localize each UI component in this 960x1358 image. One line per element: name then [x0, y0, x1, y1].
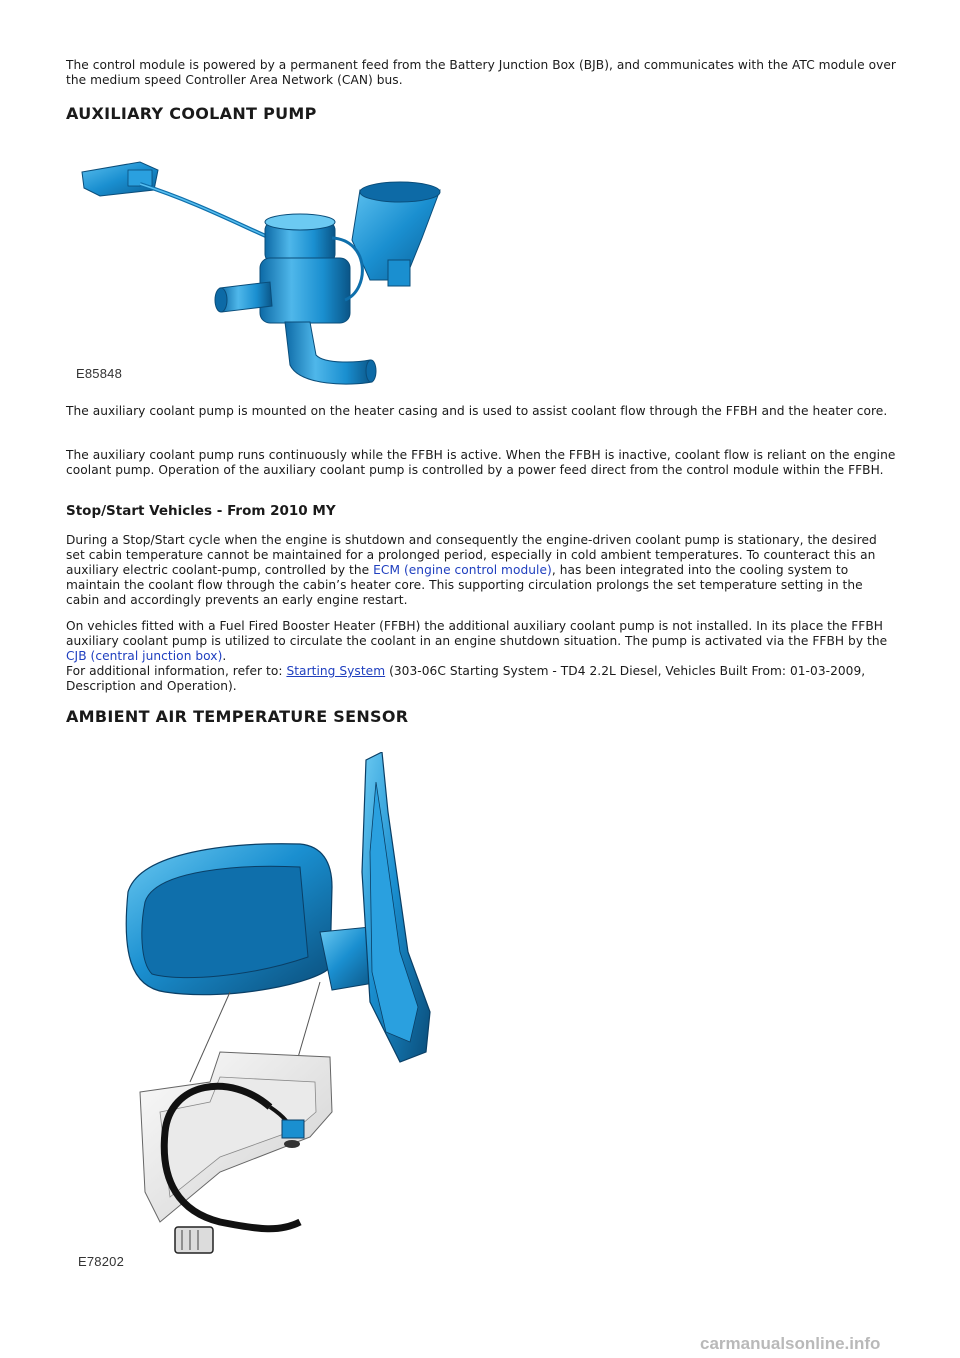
reference-text-a: For additional information, refer to:: [66, 664, 287, 678]
stop-start-p2-text-b: .: [222, 649, 227, 663]
auxiliary-pump-figure-label: E85848: [76, 366, 123, 381]
auxiliary-pump-heading: AUXILIARY COOLANT PUMP: [66, 104, 317, 123]
ambient-sensor-heading: AMBIENT AIR TEMPERATURE SENSOR: [66, 707, 409, 726]
intro-paragraph: The control module is powered by a permanent feed from the Battery Junction Box (BJB), and communicates with the ATC module over the medium speed Controller Area Network (CAN) bus.: [66, 58, 896, 87]
stop-start-paragraph-2: [66, 619, 896, 694]
ambient-sensor-figure: [70, 752, 470, 1272]
stop-start-heading: Stop/Start Vehicles - From 2010 MY: [66, 503, 336, 519]
cjb-cross-reference[interactable]: CJB (central junction box): [66, 649, 223, 663]
ambient-sensor-illustration: [70, 752, 470, 1272]
auxiliary-pump-figure: [70, 150, 470, 385]
reference-text-b: (303-06C Starting System - TD4 2.2L Diesel, Vehicles Built From: 01-03-2009, Description and Operation).: [66, 664, 866, 693]
starting-system-link[interactable]: Starting System: [286, 664, 386, 678]
stop-start-p2-text-a: On vehicles fitted with a Fuel Fired Booster Heater (FFBH) the additional auxiliary coolant pump is not installed. In its place the FFBH auxiliary coolant pump is utilized to circulate the coolant in an engine shutdown situation. The pump is activated via the FFBH by the: [66, 619, 888, 648]
stop-start-p1-text-b: , has been integrated into the cooling system to maintain the coolant flow through the cabin’s heater core. This supporting circulation prolongs the set temperature setting in the cabin and accordingly prevents an early engine restart.: [66, 563, 863, 607]
auxiliary-pump-paragraph-1: The auxiliary coolant pump is mounted on the heater casing and is used to assist coolant flow through the FFBH and the heater core.: [66, 404, 888, 418]
auxiliary-pump-illustration: [70, 150, 470, 385]
ecm-cross-reference[interactable]: ECM (engine control module): [373, 563, 552, 577]
watermark: carmanualsonline.info: [700, 1334, 881, 1353]
stop-start-p1-text-a: During a Stop/Start cycle when the engine is shutdown and consequently the engine-driven coolant pump is stationary, the desired set cabin temperature cannot be maintained for a prolonged period, especially in cold ambient temperatures. To counteract this an auxiliary electric coolant-pump, controlled by the: [66, 533, 877, 577]
ambient-sensor-figure-label: E78202: [78, 1254, 125, 1269]
stop-start-paragraph-1: [66, 533, 896, 608]
auxiliary-pump-paragraph-2: The auxiliary coolant pump runs continuously while the FFBH is active. When the FFBH is inactive, coolant flow is reliant on the engine coolant pump. Operation of the auxiliary coolant pump is controlled by a power feed direct from the control module within the FFBH.: [66, 448, 896, 477]
